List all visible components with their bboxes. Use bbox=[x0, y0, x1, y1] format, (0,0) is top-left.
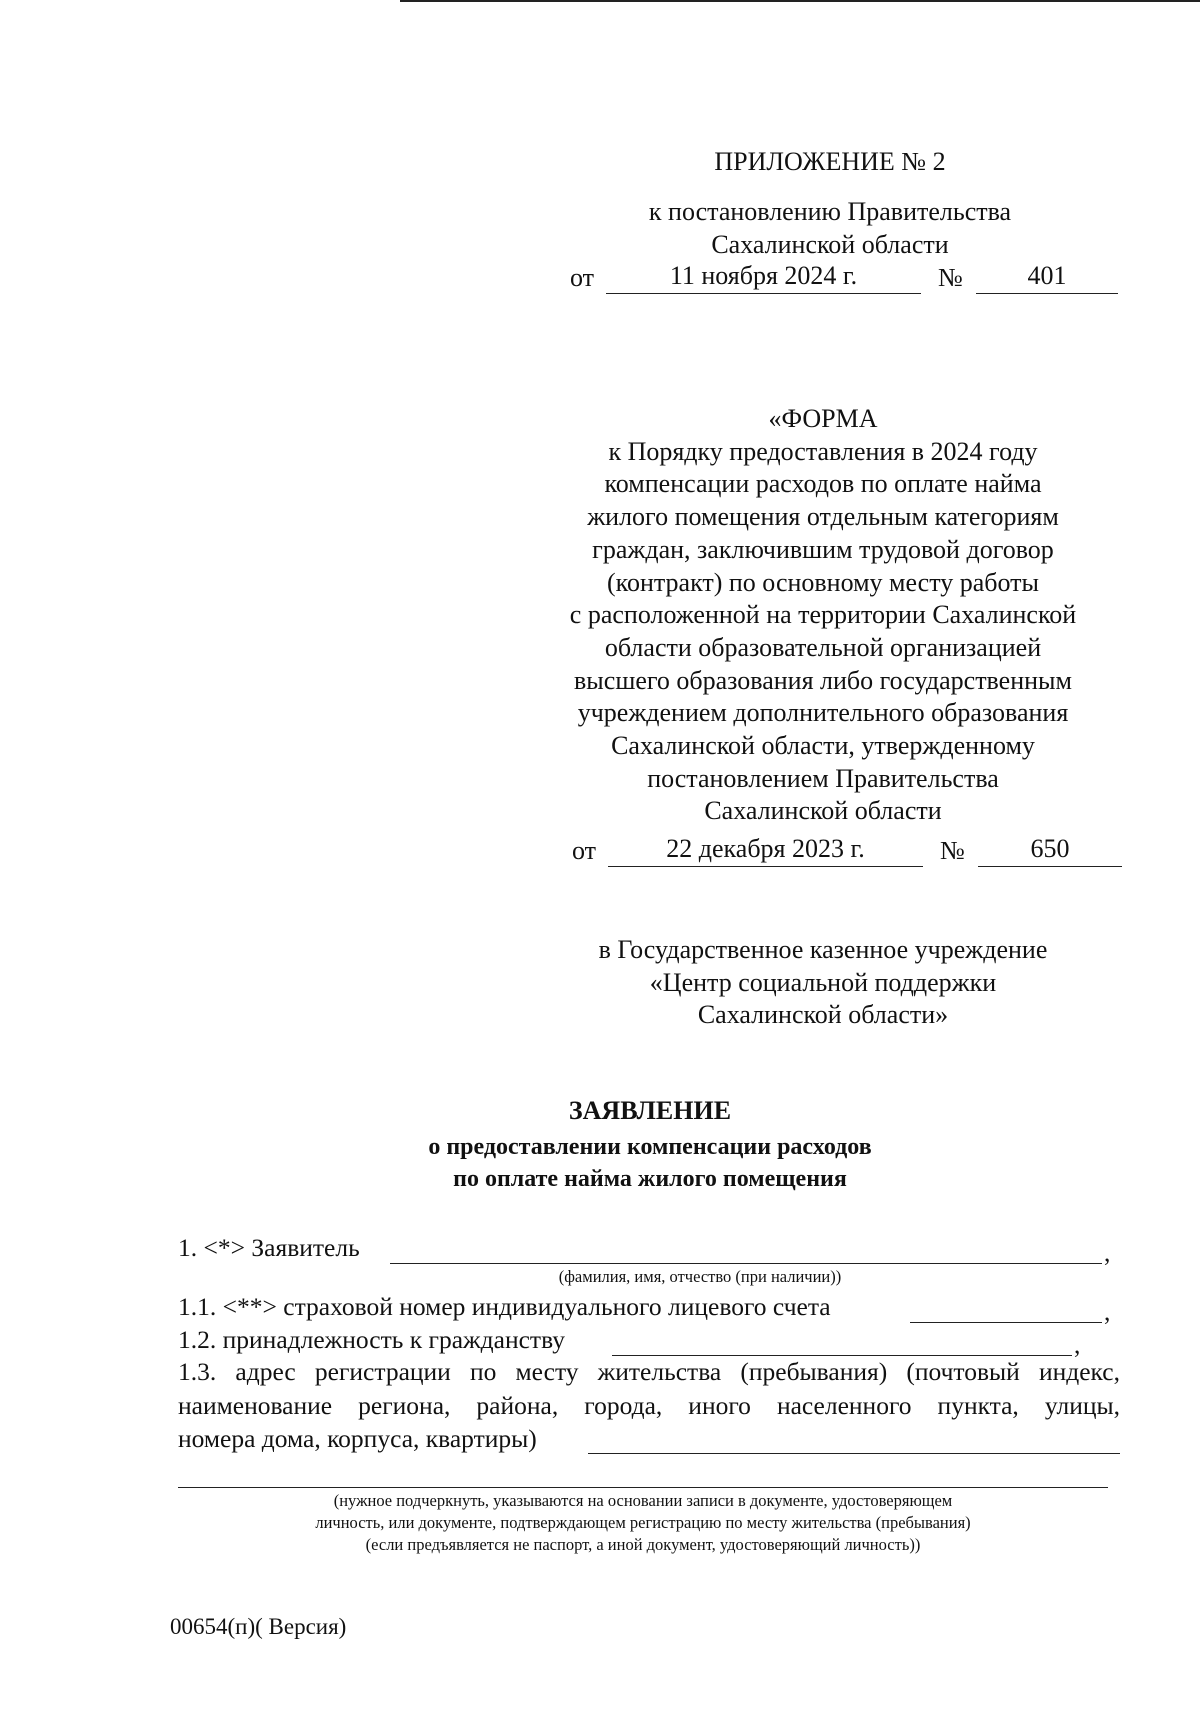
address-input-line-1[interactable] bbox=[588, 1453, 1120, 1454]
appendix-line-2: Сахалинской области bbox=[711, 230, 949, 259]
addressee-line: в Государственное казенное учреждение bbox=[598, 935, 1048, 964]
citizenship-comma: , bbox=[1074, 1330, 1081, 1359]
form-header-line: к Порядку предоставления в 2024 году bbox=[608, 436, 1038, 466]
address-hint-line-2: личность, или документе, подтверждающем регистрацию по месту жительства (пребывания) bbox=[315, 1513, 971, 1532]
form-header-line: с расположенной на территории Сахалинской bbox=[569, 600, 1077, 630]
addressee-line: Сахалинской области» bbox=[697, 1000, 949, 1029]
form-date: 22 декабря 2023 г. bbox=[666, 834, 865, 863]
form-date-underline bbox=[608, 866, 923, 867]
address-input-line-2[interactable] bbox=[178, 1487, 1108, 1488]
form-header-line: учреждением дополнительного образования bbox=[577, 698, 1069, 728]
form-header-line: Сахалинской области bbox=[704, 796, 942, 826]
form-number-label: № bbox=[940, 836, 965, 865]
appendix-date-underline bbox=[606, 293, 921, 294]
citizenship-input-line[interactable] bbox=[612, 1355, 1072, 1356]
form-header-block bbox=[543, 403, 1103, 828]
applicant-input-line[interactable] bbox=[390, 1263, 1102, 1264]
form-header-line: жилого помещения отдельным категориям bbox=[587, 502, 1059, 532]
snils-input-line[interactable] bbox=[910, 1322, 1102, 1323]
address-hint-line-1: (нужное подчеркнуть, указываются на основании записи в документе, удостоверяющем bbox=[333, 1491, 953, 1510]
address-label-line-1: 1.3. адрес регистрации по месту жительства (пребывания) (почтовый индекс, bbox=[178, 1357, 1120, 1386]
applicant-hint: (фамилия, имя, отчество (при наличии)) bbox=[558, 1267, 842, 1286]
form-header-line: (контракт) по основному месту работы bbox=[606, 567, 1040, 597]
appendix-number-label: № bbox=[938, 263, 963, 292]
form-header-line: Сахалинской области, утвержденному bbox=[611, 731, 1035, 761]
form-number-underline bbox=[978, 866, 1122, 867]
statement-title: ЗАЯВЛЕНИЕ bbox=[568, 1096, 732, 1125]
address-label-line-3: номера дома, корпуса, квартиры) bbox=[178, 1424, 537, 1453]
form-from-label: от bbox=[572, 836, 597, 865]
form-header-line: граждан, заключившим трудовой договор bbox=[592, 534, 1054, 564]
addressee-line: «Центр социальной поддержки bbox=[649, 967, 997, 997]
appendix-date: 11 ноября 2024 г. bbox=[669, 261, 858, 290]
form-header-line: постановлением Правительства bbox=[647, 763, 999, 793]
form-header-line: области образовательной организацией bbox=[604, 632, 1042, 662]
appendix-line-1: к постановлению Правительства bbox=[648, 197, 1012, 226]
top-border-line bbox=[400, 0, 1200, 2]
appendix-number-underline bbox=[976, 293, 1118, 294]
form-header-line: компенсации расходов по оплате найма bbox=[604, 469, 1042, 499]
form-header-line: «ФОРМА bbox=[768, 404, 878, 433]
statement-subtitle-1: о предоставлении компенсации расходов bbox=[428, 1134, 872, 1160]
snils-label: 1.1. <**> страховой номер индивидуального лицевого счета bbox=[178, 1292, 831, 1321]
applicant-label: 1. <*> Заявитель bbox=[178, 1233, 360, 1262]
document-code: 00654(п)( Версия) bbox=[170, 1614, 347, 1639]
appendix-title: ПРИЛОЖЕНИЕ № 2 bbox=[714, 147, 946, 176]
statement-subtitle-2: по оплате найма жилого помещения bbox=[453, 1166, 847, 1192]
address-label-line-2: наименование региона, района, города, иного населенного пункта, улицы, bbox=[178, 1391, 1120, 1420]
appendix-number: 401 bbox=[1027, 261, 1067, 290]
address-hint-line-3: (если предъявляется не паспорт, а иной документ, удостоверяющий личность)) bbox=[365, 1535, 921, 1554]
applicant-comma: , bbox=[1104, 1238, 1111, 1267]
appendix-from-label: от bbox=[570, 263, 595, 292]
form-number: 650 bbox=[1030, 834, 1070, 863]
snils-comma: , bbox=[1104, 1297, 1111, 1326]
form-header-line: высшего образования либо государственным bbox=[574, 665, 1072, 695]
citizenship-label: 1.2. принадлежность к гражданству bbox=[178, 1325, 565, 1354]
addressee-block bbox=[543, 934, 1103, 1032]
